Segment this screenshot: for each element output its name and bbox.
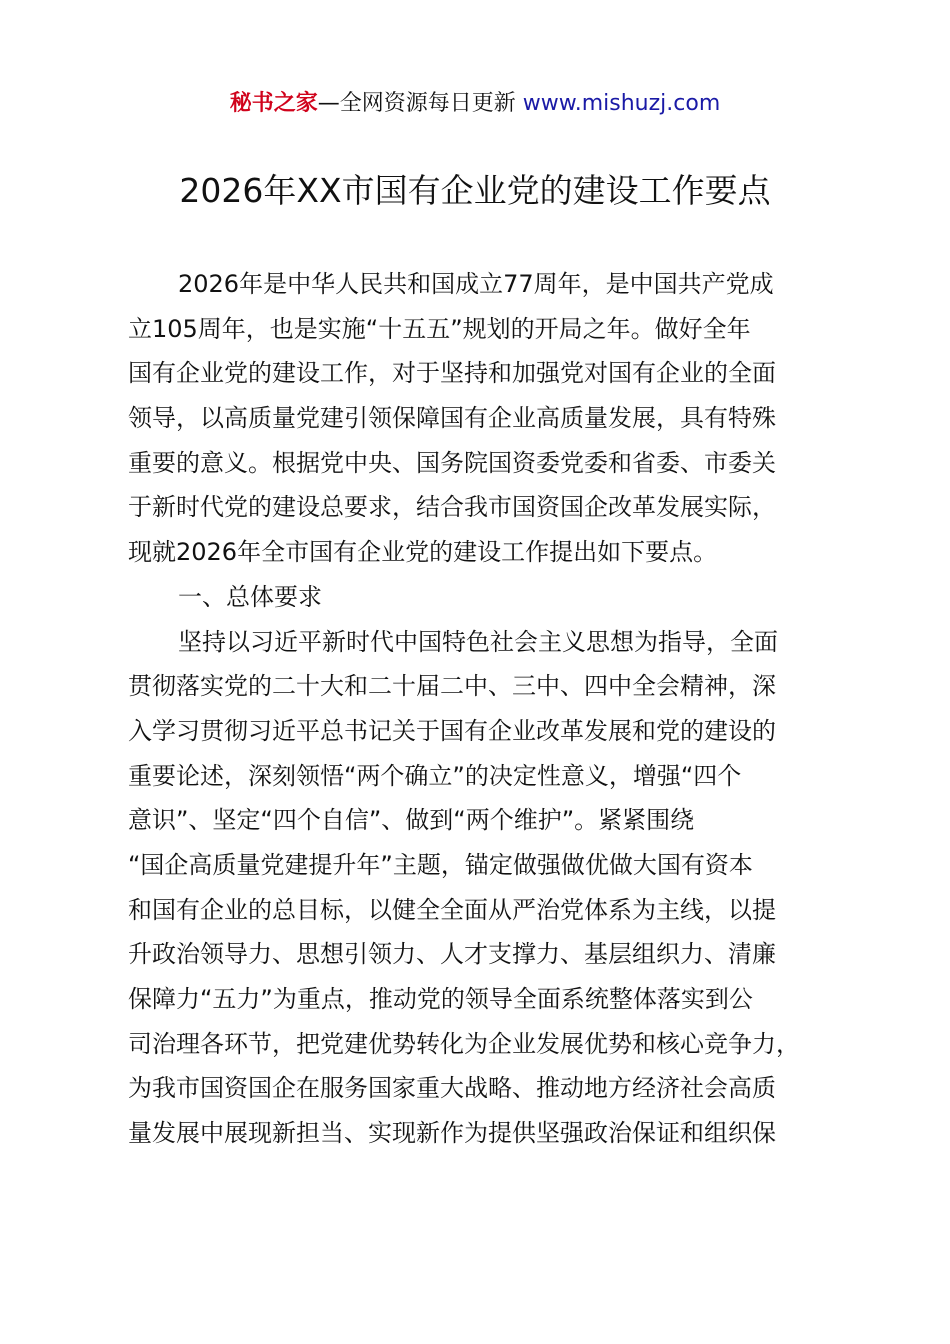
body-line: 重要的意义。根据党中央、国务院国资委党委和省委、市委关	[128, 448, 776, 477]
body-line: 入学习贯彻习近平总书记关于国有企业改革发展和党的建设的	[128, 716, 776, 745]
body-line: 意识”、坚定“四个自信”、做到“两个维护”。紧紧围绕	[128, 806, 695, 835]
body-line: 为我市国资国企在服务国家重大战略、推动地方经济社会高质	[128, 1074, 776, 1103]
body-line: 2026年是中华人民共和国成立77周年，是中国共产党成	[178, 270, 774, 298]
brand-name: 秘书之家	[229, 91, 318, 116]
body-line: 重要论述，深刻领悟“两个确立”的决定性意义，增强“四个	[128, 761, 742, 790]
document-title: 2026年XX市国有企业党的建设工作要点	[179, 171, 771, 210]
body-line: 现就2026年全市国有企业党的建设工作提出如下要点。	[128, 538, 718, 567]
banner-slogan: —全网资源每日更新	[317, 91, 523, 116]
section-heading: 一、总体要求	[178, 582, 322, 611]
body-line: “国企高质量党建提升年”主题，锚定做强做优做大国有资本	[128, 850, 753, 879]
site-banner	[0, 88, 950, 120]
site-url-link[interactable]: www.mishuzj.com	[522, 91, 721, 116]
body-line: 保障力“五力”为重点，推动党的领导全面系统整体落实到公	[128, 985, 753, 1013]
body-line: 于新时代党的建设总要求，结合我市国资国企改革发展实际，	[128, 493, 776, 522]
body-line: 升政治领导力、思想引领力、人才支撑力、基层组织力、清廉	[128, 940, 776, 969]
body-line: 国有企业党的建设工作，对于坚持和加强党对国有企业的全面	[128, 359, 776, 388]
body-line: 和国有企业的总目标，以健全全面从严治党体系为主线，以提	[128, 895, 776, 924]
body-line: 领导，以高质量党建引领保障国有企业高质量发展，具有特殊	[128, 404, 776, 433]
body-line: 贯彻落实党的二十大和二十届二中、三中、四中全会精神，深	[128, 672, 776, 701]
document-body	[128, 262, 848, 1156]
body-line: 坚持以习近平新时代中国特色社会主义思想为指导，全面	[178, 627, 778, 656]
body-line: 司治理各环节，把党建优势转化为企业发展优势和核心竞争力，	[128, 1029, 800, 1058]
body-line: 立105周年，也是实施“十五五”规划的开局之年。做好全年	[128, 314, 751, 343]
body-line: 量发展中展现新担当、实现新作为提供坚强政治保证和组织保	[128, 1119, 776, 1148]
